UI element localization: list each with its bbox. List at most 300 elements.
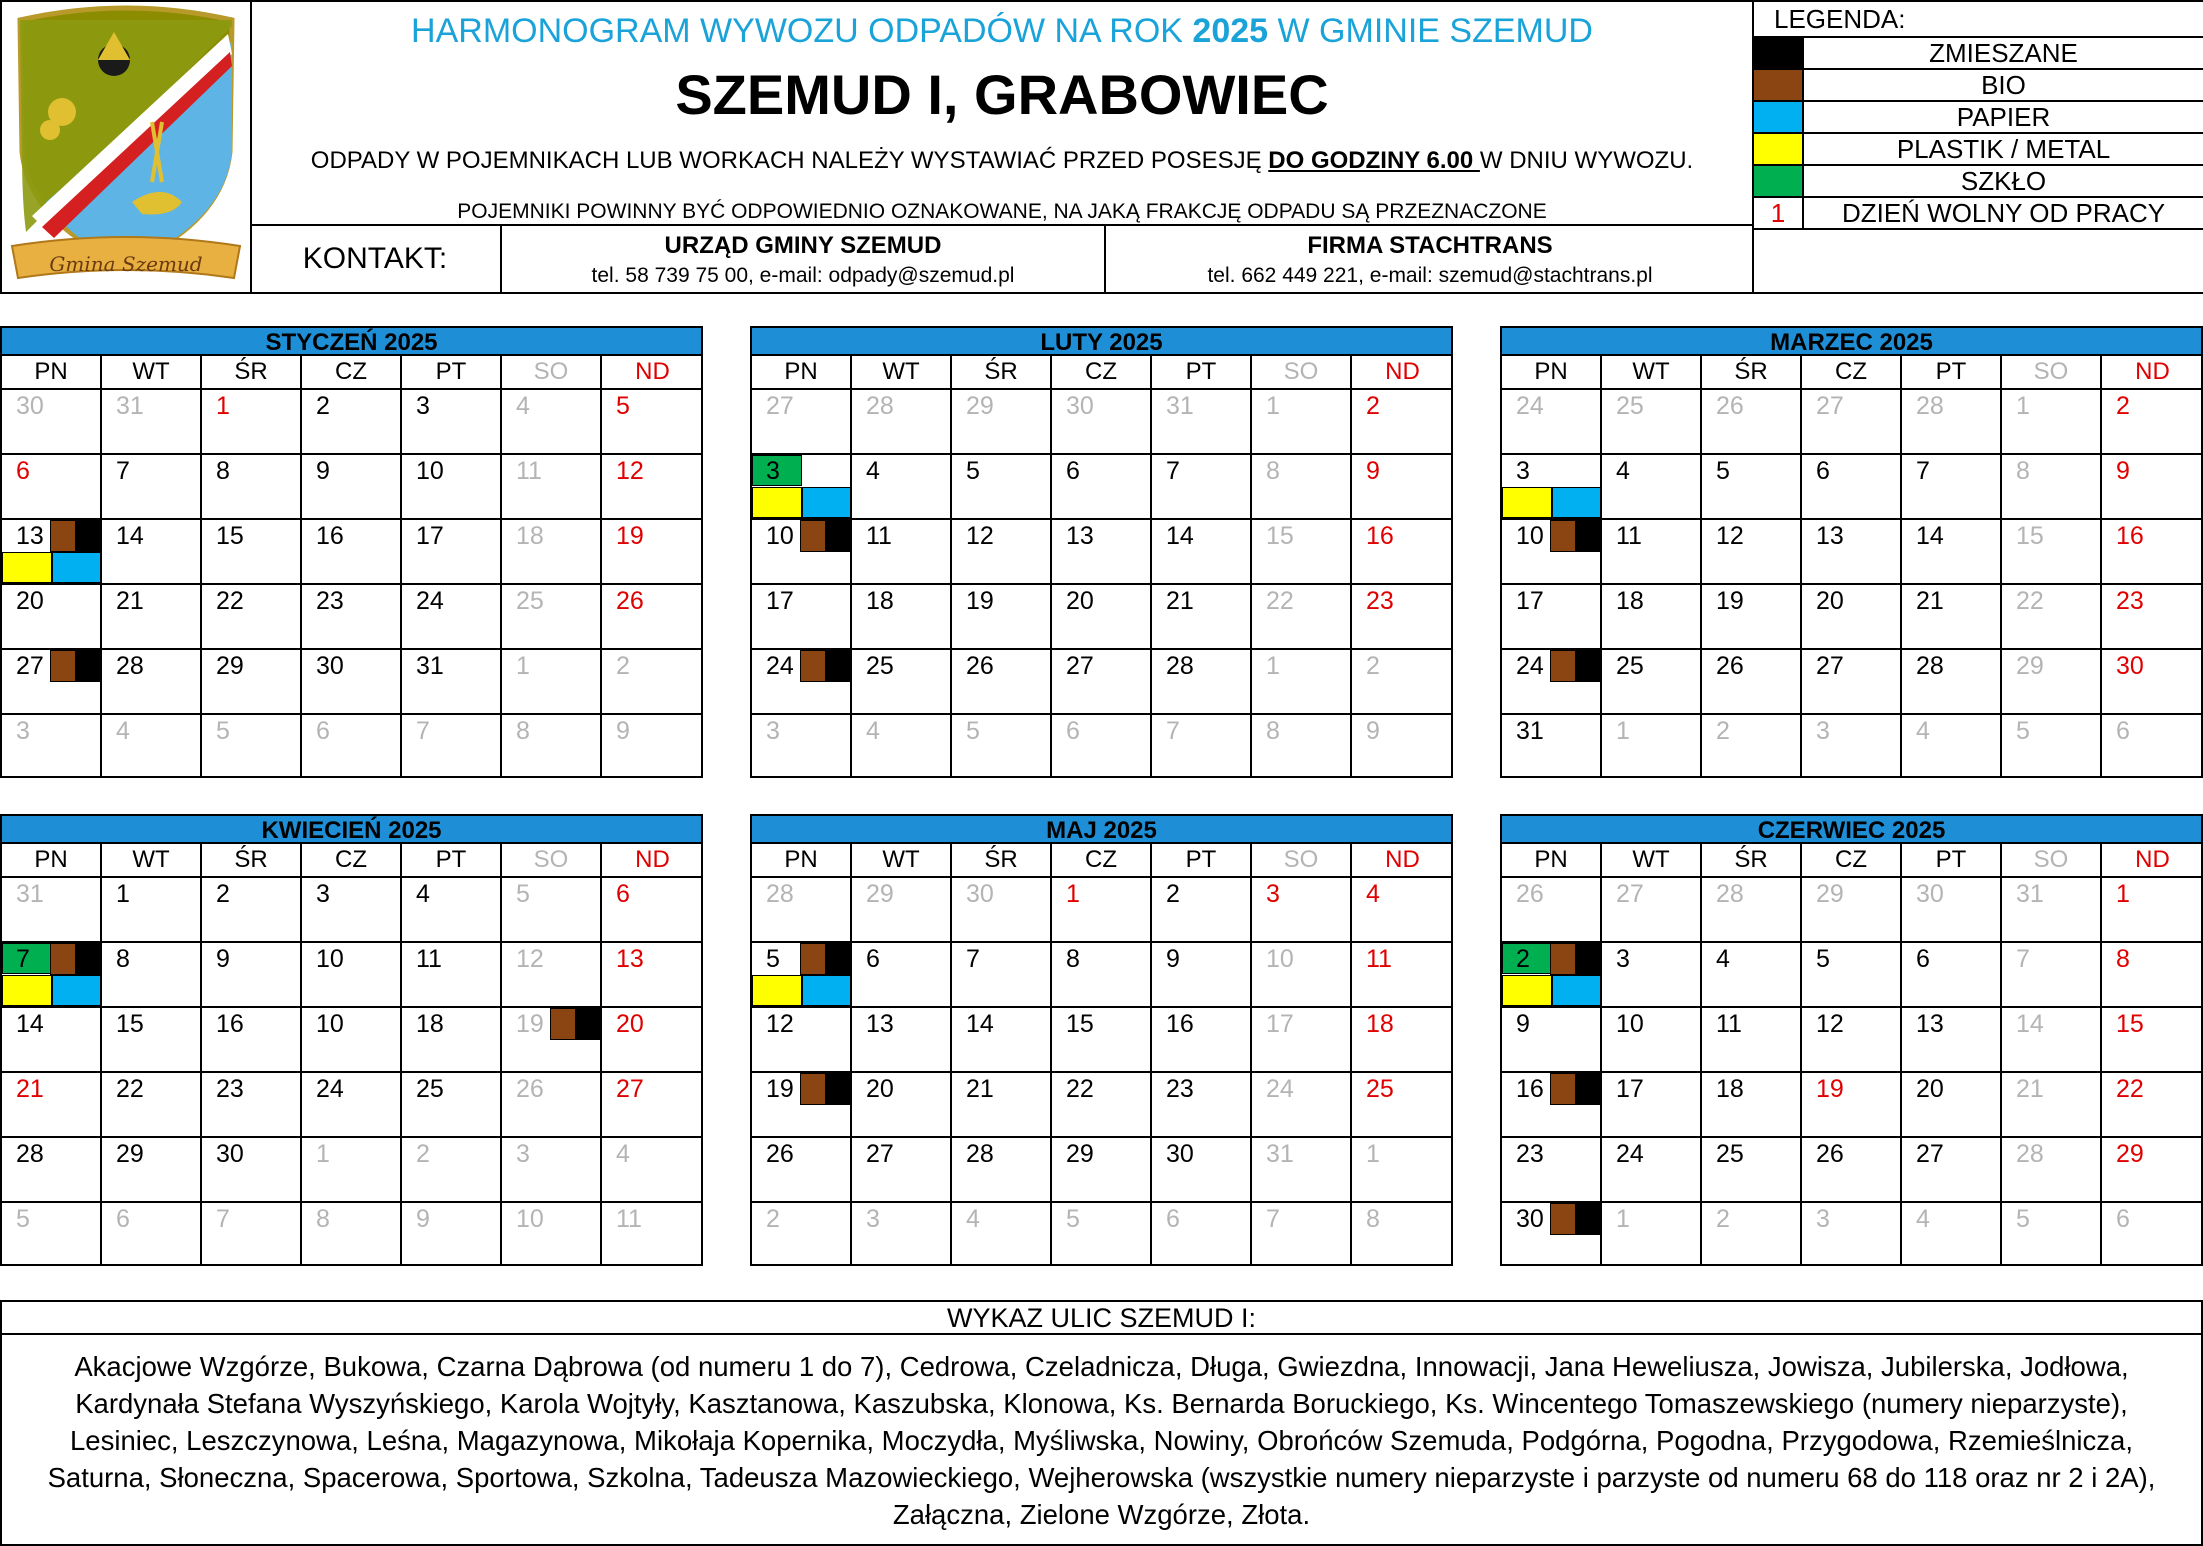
day-number: 28 xyxy=(1716,880,1744,908)
day-number: 6 xyxy=(616,880,630,908)
day-number: 14 xyxy=(1916,522,1944,550)
day-number: 30 xyxy=(1066,392,1094,420)
day-number: 3 xyxy=(1816,1205,1830,1233)
day-number: 12 xyxy=(516,945,544,973)
weekday-header: PT xyxy=(1150,356,1250,388)
day-cell xyxy=(950,1201,1050,1266)
day-cell xyxy=(2100,1006,2201,1071)
month-grid xyxy=(750,844,1453,1266)
day-cell xyxy=(100,713,200,778)
day-number: 8 xyxy=(1066,945,1080,973)
day-cell xyxy=(2100,388,2201,453)
day-number: 2 xyxy=(216,880,230,908)
day-cell xyxy=(1250,1201,1350,1266)
day-number: 20 xyxy=(1916,1075,1944,1103)
bio-marker xyxy=(800,650,826,682)
weekday-header: WT xyxy=(100,356,200,388)
month-calendar xyxy=(1500,326,2203,778)
day-cell xyxy=(300,453,400,518)
day-cell xyxy=(1050,1136,1150,1201)
day-cell xyxy=(850,1201,950,1266)
day-cell xyxy=(0,518,100,583)
weekday-header: PN xyxy=(1500,844,1600,876)
day-number: 1 xyxy=(516,652,530,680)
day-cell xyxy=(1700,583,1800,648)
day-cell xyxy=(600,453,701,518)
day-number: 9 xyxy=(316,457,330,485)
day-cell xyxy=(1700,1201,1800,1266)
day-number: 16 xyxy=(1516,1075,1544,1103)
day-cell xyxy=(300,1201,400,1266)
legend-row xyxy=(1754,68,2203,100)
day-cell xyxy=(1250,1071,1350,1136)
day-number: 27 xyxy=(616,1075,644,1103)
day-cell xyxy=(400,941,500,1006)
day-cell xyxy=(950,876,1050,941)
day-number: 2 xyxy=(1716,1205,1730,1233)
day-cell xyxy=(950,388,1050,453)
day-number: 23 xyxy=(1366,587,1394,615)
day-number: 19 xyxy=(1716,587,1744,615)
day-cell xyxy=(0,941,100,1006)
day-cell xyxy=(1900,1006,2000,1071)
weekday-header: SO xyxy=(2000,356,2100,388)
day-cell xyxy=(1050,876,1150,941)
day-number: 2 xyxy=(316,392,330,420)
day-number: 27 xyxy=(1616,880,1644,908)
legend-label: PAPIER xyxy=(1956,102,2051,132)
day-cell xyxy=(100,388,200,453)
day-cell xyxy=(1900,1071,2000,1136)
day-number: 7 xyxy=(966,945,980,973)
day-number: 23 xyxy=(316,587,344,615)
day-number: 30 xyxy=(16,392,44,420)
day-number: 3 xyxy=(1516,457,1530,485)
bio-marker xyxy=(1550,1073,1576,1105)
day-cell xyxy=(200,941,300,1006)
plastic-metal-marker xyxy=(2,552,52,583)
day-cell xyxy=(2000,941,2100,1006)
day-number: 1 xyxy=(1616,1205,1630,1233)
day-number: 6 xyxy=(316,717,330,745)
day-number: 1 xyxy=(1616,717,1630,745)
day-number: 5 xyxy=(966,717,980,745)
day-cell xyxy=(500,1201,600,1266)
day-number: 12 xyxy=(766,1010,794,1038)
day-number: 2 xyxy=(616,652,630,680)
weekday-header: ND xyxy=(2100,356,2203,388)
day-number: 12 xyxy=(966,522,994,550)
day-number: 15 xyxy=(2016,522,2044,550)
day-cell xyxy=(600,648,701,713)
day-number: 4 xyxy=(1366,880,1380,908)
day-number: 22 xyxy=(1066,1075,1094,1103)
paper-marker xyxy=(802,975,852,1006)
day-cell xyxy=(2100,941,2201,1006)
day-number: 13 xyxy=(16,522,44,550)
day-cell xyxy=(850,941,950,1006)
day-number: 11 xyxy=(416,945,442,973)
day-number: 24 xyxy=(766,652,794,680)
day-number: 11 xyxy=(616,1205,642,1233)
day-number: 20 xyxy=(16,587,44,615)
day-number: 2 xyxy=(2116,392,2130,420)
day-cell xyxy=(1500,1136,1600,1201)
day-cell xyxy=(100,1006,200,1071)
day-number: 10 xyxy=(1616,1010,1644,1038)
weekday-header: ND xyxy=(600,356,703,388)
day-number: 4 xyxy=(1716,945,1730,973)
day-number: 25 xyxy=(1716,1140,1744,1168)
day-cell xyxy=(500,1006,600,1071)
month-title: MAJ 2025 xyxy=(750,814,1453,844)
day-cell xyxy=(200,518,300,583)
day-cell xyxy=(1500,713,1600,778)
day-cell xyxy=(500,1136,600,1201)
day-cell xyxy=(1600,1071,1700,1136)
day-cell xyxy=(1150,388,1250,453)
legend-swatch xyxy=(1754,70,1804,100)
legend-label: ZMIESZANE xyxy=(1929,38,2078,68)
day-number: 6 xyxy=(16,457,30,485)
day-number: 23 xyxy=(216,1075,244,1103)
day-number: 8 xyxy=(1266,717,1280,745)
day-number: 26 xyxy=(766,1140,794,1168)
day-cell xyxy=(0,1136,100,1201)
day-cell xyxy=(850,1136,950,1201)
logo-label: Gmina Szemud xyxy=(49,252,203,276)
day-cell xyxy=(500,941,600,1006)
day-number: 15 xyxy=(1266,522,1294,550)
month-grid xyxy=(750,356,1453,778)
day-cell xyxy=(1600,583,1700,648)
day-cell xyxy=(1350,583,1451,648)
day-number: 5 xyxy=(2016,1205,2030,1233)
day-number: 14 xyxy=(116,522,144,550)
day-cell xyxy=(1600,453,1700,518)
day-cell xyxy=(100,1071,200,1136)
day-number: 13 xyxy=(1066,522,1094,550)
day-cell xyxy=(400,1201,500,1266)
day-number: 7 xyxy=(116,457,130,485)
day-cell xyxy=(1350,1006,1451,1071)
day-number: 23 xyxy=(1516,1140,1544,1168)
day-cell xyxy=(850,583,950,648)
day-cell xyxy=(950,648,1050,713)
day-cell xyxy=(1900,453,2000,518)
day-cell xyxy=(2000,876,2100,941)
day-cell xyxy=(1250,941,1350,1006)
day-cell xyxy=(1700,1071,1800,1136)
day-cell xyxy=(750,1006,850,1071)
day-number: 6 xyxy=(2116,717,2130,745)
day-number: 24 xyxy=(316,1075,344,1103)
day-number: 27 xyxy=(866,1140,894,1168)
day-number: 18 xyxy=(516,522,544,550)
plastic-metal-marker xyxy=(2,975,52,1006)
day-cell xyxy=(1250,1136,1350,1201)
bio-marker xyxy=(800,520,826,552)
day-cell xyxy=(1800,388,1900,453)
weekday-header: ND xyxy=(2100,844,2203,876)
legend-swatch xyxy=(1754,166,1804,196)
day-number: 12 xyxy=(1816,1010,1844,1038)
day-number: 11 xyxy=(1366,945,1392,973)
day-cell xyxy=(1800,583,1900,648)
day-number: 25 xyxy=(1616,392,1644,420)
day-cell xyxy=(1050,713,1150,778)
day-number: 28 xyxy=(1916,652,1944,680)
labeling-note: POJEMNIKI POWINNY BYĆ ODPOWIEDNIO OZNAKOWANE, NA JAKĄ FRAKCJĘ ODPADU SĄ PRZEZNACZONE xyxy=(457,200,1547,223)
day-cell xyxy=(850,648,950,713)
month-title: CZERWIEC 2025 xyxy=(1500,814,2203,844)
day-number: 18 xyxy=(1366,1010,1394,1038)
day-cell xyxy=(100,941,200,1006)
day-cell xyxy=(500,876,600,941)
day-cell xyxy=(1350,388,1451,453)
day-number: 8 xyxy=(1366,1205,1380,1233)
day-number: 4 xyxy=(116,717,130,745)
day-cell xyxy=(0,583,100,648)
day-number: 14 xyxy=(2016,1010,2044,1038)
day-number: 14 xyxy=(966,1010,994,1038)
day-number: 6 xyxy=(866,945,880,973)
day-number: 13 xyxy=(1916,1010,1944,1038)
day-number: 31 xyxy=(1166,392,1194,420)
month-title: STYCZEŃ 2025 xyxy=(0,326,703,356)
day-cell xyxy=(400,1071,500,1136)
day-number: 18 xyxy=(866,587,894,615)
day-cell xyxy=(300,648,400,713)
mixed-marker xyxy=(76,650,102,682)
day-cell xyxy=(300,518,400,583)
weekday-header: WT xyxy=(100,844,200,876)
day-cell xyxy=(1350,648,1451,713)
day-cell xyxy=(200,453,300,518)
day-number: 30 xyxy=(2116,652,2144,680)
day-cell xyxy=(1800,1071,1900,1136)
contact-label-cell xyxy=(250,226,502,294)
day-cell xyxy=(2100,1136,2201,1201)
day-number: 5 xyxy=(766,945,780,973)
day-number: 20 xyxy=(1816,587,1844,615)
day-cell xyxy=(100,1201,200,1266)
day-number: 8 xyxy=(1266,457,1280,485)
day-cell xyxy=(200,648,300,713)
day-number: 13 xyxy=(866,1010,894,1038)
day-cell xyxy=(1600,713,1700,778)
day-cell xyxy=(1800,453,1900,518)
day-number: 9 xyxy=(1366,457,1380,485)
day-cell xyxy=(500,518,600,583)
day-number: 9 xyxy=(1366,717,1380,745)
day-number: 7 xyxy=(1916,457,1930,485)
company-info: tel. 662 449 221, e-mail: szemud@stachtrans.pl xyxy=(1207,264,1653,287)
contact-row xyxy=(250,226,1754,294)
mixed-marker xyxy=(826,650,852,682)
mixed-marker xyxy=(826,520,852,552)
day-number: 27 xyxy=(766,392,794,420)
day-number: 26 xyxy=(1516,880,1544,908)
day-number: 4 xyxy=(866,457,880,485)
month-calendar xyxy=(0,326,703,778)
paper-marker xyxy=(1552,487,1602,518)
day-number: 28 xyxy=(16,1140,44,1168)
day-number: 26 xyxy=(1816,1140,1844,1168)
legend-label: SZKŁO xyxy=(1960,166,2047,196)
day-number: 4 xyxy=(1916,1205,1930,1233)
weekday-header: SO xyxy=(500,844,600,876)
day-cell xyxy=(400,388,500,453)
day-number: 24 xyxy=(1616,1140,1644,1168)
day-number: 6 xyxy=(1816,457,1830,485)
day-cell xyxy=(1050,648,1150,713)
day-number: 3 xyxy=(416,392,430,420)
day-number: 7 xyxy=(1166,457,1180,485)
day-cell xyxy=(600,1201,701,1266)
weekday-header: SO xyxy=(1250,356,1350,388)
day-number: 9 xyxy=(216,945,230,973)
day-number: 7 xyxy=(416,717,430,745)
day-number: 5 xyxy=(216,717,230,745)
day-cell xyxy=(2100,648,2201,713)
day-number: 10 xyxy=(1266,945,1294,973)
day-cell xyxy=(1900,941,2000,1006)
day-cell xyxy=(2000,388,2100,453)
day-cell xyxy=(1350,941,1451,1006)
day-number: 10 xyxy=(316,945,344,973)
day-number: 18 xyxy=(1716,1075,1744,1103)
month-calendar xyxy=(1500,814,2203,1266)
day-number: 16 xyxy=(1366,522,1394,550)
day-number: 10 xyxy=(766,522,794,550)
day-number: 6 xyxy=(1066,457,1080,485)
day-cell xyxy=(100,583,200,648)
plastic-metal-marker xyxy=(752,487,802,518)
day-number: 2 xyxy=(1366,652,1380,680)
bio-marker xyxy=(800,1073,826,1105)
mixed-marker xyxy=(76,943,102,975)
day-number: 3 xyxy=(766,717,780,745)
day-cell xyxy=(2000,453,2100,518)
day-cell xyxy=(750,518,850,583)
day-cell xyxy=(1350,1136,1451,1201)
day-number: 6 xyxy=(2116,1205,2130,1233)
weekday-header: WT xyxy=(850,356,950,388)
day-number: 20 xyxy=(1066,587,1094,615)
day-number: 25 xyxy=(1366,1075,1394,1103)
day-cell xyxy=(750,713,850,778)
day-number: 1 xyxy=(216,392,230,420)
bio-marker xyxy=(1550,943,1576,975)
day-number: 23 xyxy=(2116,587,2144,615)
day-cell xyxy=(1700,876,1800,941)
day-cell xyxy=(750,453,850,518)
day-cell xyxy=(1700,518,1800,583)
day-number: 2 xyxy=(1166,880,1180,908)
logo-cell xyxy=(0,0,252,294)
day-number: 31 xyxy=(116,392,144,420)
day-number: 21 xyxy=(2016,1075,2044,1103)
bio-marker xyxy=(50,943,76,975)
day-cell xyxy=(1150,713,1250,778)
day-number: 5 xyxy=(1816,945,1830,973)
day-cell xyxy=(1800,941,1900,1006)
month-grid xyxy=(1500,844,2203,1266)
day-number: 11 xyxy=(866,522,892,550)
weekday-header: CZ xyxy=(1050,844,1150,876)
weekday-header: ND xyxy=(1350,844,1453,876)
day-number: 3 xyxy=(516,1140,530,1168)
day-number: 24 xyxy=(416,587,444,615)
streets-list: Akacjowe Wzgórze, Bukowa, Czarna Dąbrowa (od numeru 1 do 7), Cedrowa, Czeladnicza, Długa, Gwiezdna, Innowacji, Jana Heweliusza, Jowisza, Jubilerska, Jodłowa, Kardynała Stefana Wyszyńskiego, Karola Wojtyły, Kasztanowa, Kaszubska, Klonowa, Ks. Bernarda Boruckiego, Ks. Wincentego Tomaszewskiego (numery nieparzyste), Lesiniec, Leszczynowa, Leśna, Magazynowa, Mikołaja Kopernika, Moczydła, Myśliwska, Nowiny, Obrońców Szemuda, Podgórna, Pogodna, Przygodowa, Rzemieślnicza, Saturna, Słoneczna, Spacerowa, Sportowa, Szkolna, Tadeusza Mazowieckiego, Wejherowska (wszystkie numery nieparzyste i parzyste od numeru 68 do 118 oraz nr 2 i 2A), Załączna, Zielone Wzgórze, Złota. xyxy=(47,1351,2156,1530)
day-cell xyxy=(1150,583,1250,648)
day-cell xyxy=(200,1071,300,1136)
day-number: 4 xyxy=(1916,717,1930,745)
day-number: 7 xyxy=(16,945,30,973)
day-number: 17 xyxy=(1516,587,1544,615)
day-number: 26 xyxy=(516,1075,544,1103)
day-number: 5 xyxy=(616,392,630,420)
day-cell xyxy=(1900,713,2000,778)
day-cell xyxy=(100,1136,200,1201)
weekday-header: ŚR xyxy=(1700,356,1800,388)
day-cell xyxy=(1600,941,1700,1006)
company-name: FIRMA STACHTRANS xyxy=(1307,232,1553,259)
day-cell xyxy=(0,1006,100,1071)
day-cell xyxy=(1150,648,1250,713)
day-cell xyxy=(1050,1201,1150,1266)
day-cell xyxy=(0,1201,100,1266)
day-number: 9 xyxy=(1516,1010,1530,1038)
day-cell xyxy=(1900,876,2000,941)
day-cell xyxy=(1800,1201,1900,1266)
day-cell xyxy=(1600,648,1700,713)
weekday-header: PT xyxy=(400,356,500,388)
legend-title: LEGENDA: xyxy=(1774,4,1906,34)
bio-marker xyxy=(50,520,76,552)
day-cell xyxy=(200,1201,300,1266)
day-number: 5 xyxy=(1716,457,1730,485)
day-cell xyxy=(1500,583,1600,648)
day-cell xyxy=(1600,1201,1700,1266)
day-number: 15 xyxy=(216,522,244,550)
day-cell xyxy=(1250,388,1350,453)
day-cell xyxy=(750,1071,850,1136)
weekday-header: CZ xyxy=(300,356,400,388)
weekday-header: ŚR xyxy=(200,356,300,388)
day-number: 31 xyxy=(2016,880,2044,908)
day-number: 30 xyxy=(1916,880,1944,908)
day-cell xyxy=(1800,713,1900,778)
day-cell xyxy=(1700,941,1800,1006)
day-number: 8 xyxy=(2116,945,2130,973)
day-number: 30 xyxy=(1516,1205,1544,1233)
day-number: 10 xyxy=(516,1205,544,1233)
weekday-header: PN xyxy=(1500,356,1600,388)
day-number: 26 xyxy=(966,652,994,680)
day-number: 6 xyxy=(1066,717,1080,745)
day-number: 29 xyxy=(2116,1140,2144,1168)
day-cell xyxy=(1500,518,1600,583)
day-cell xyxy=(2000,648,2100,713)
day-number: 3 xyxy=(766,457,780,485)
day-number: 19 xyxy=(966,587,994,615)
day-cell xyxy=(300,713,400,778)
legend-row xyxy=(1754,36,2203,68)
holiday-label: DZIEŃ WOLNY OD PRACY xyxy=(1841,198,2166,228)
day-cell xyxy=(1350,1071,1451,1136)
